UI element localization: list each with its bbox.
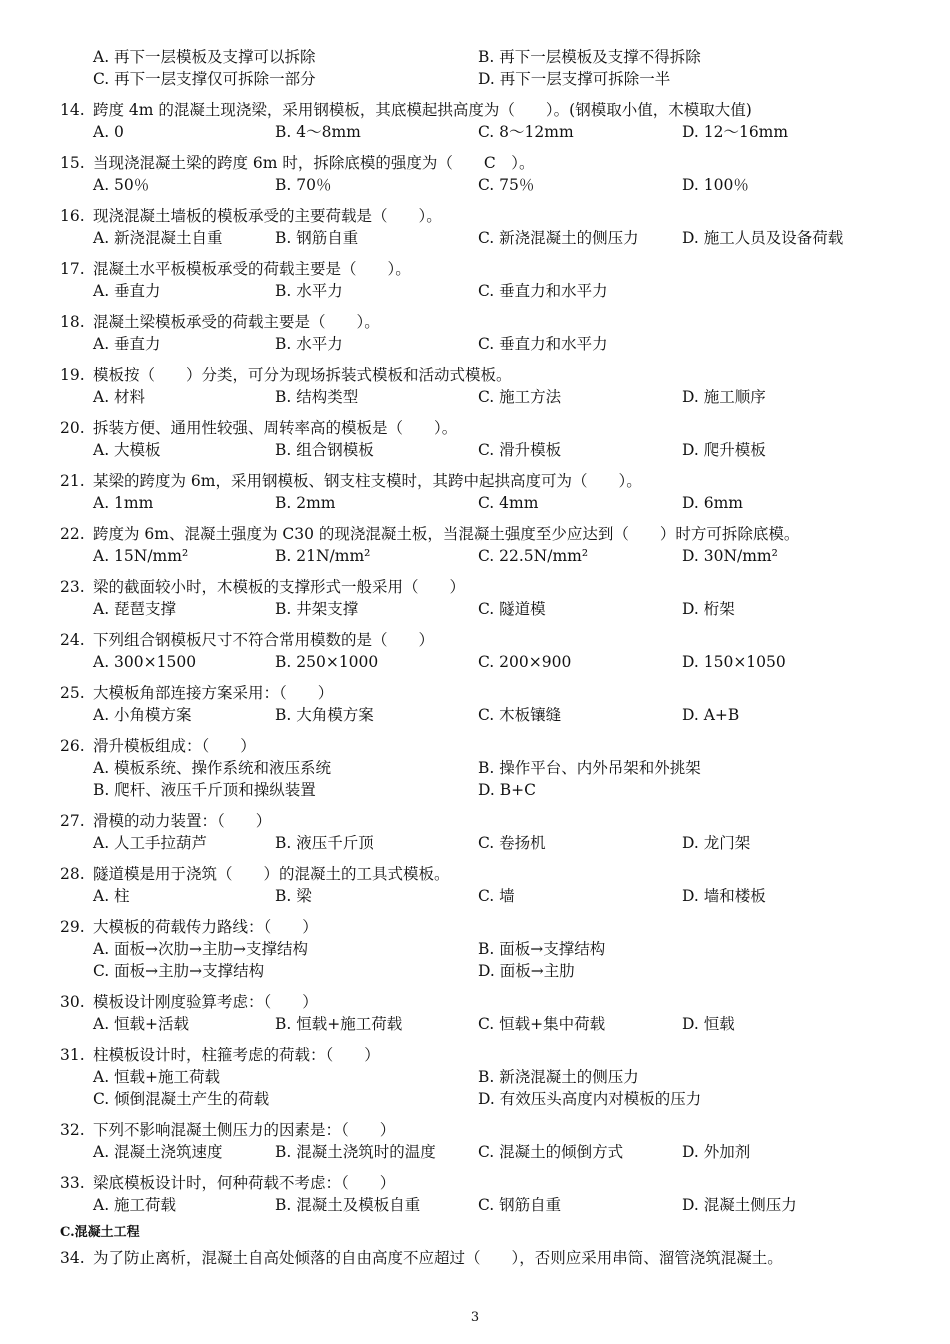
question-number: 18.: [60, 313, 85, 331]
question-number: 15.: [60, 154, 85, 172]
question-text: 为了防止离析，混凝土自高处倾落的自由高度不应超过（ ），否则应采用串筒、溜管浇筑混凝土。: [93, 1249, 783, 1267]
option-label: C. 卷扬机: [478, 834, 546, 852]
question-text: 梁底模板设计时，何种荷载不考虑：（ ）: [93, 1174, 396, 1192]
option-label: B. 液压千斤顶: [275, 834, 374, 852]
option-label: D. 爬升模板: [682, 441, 766, 459]
option-label: C. 面板→主肋→支撑结构: [93, 962, 265, 980]
option-label: B. 4～8mm: [275, 123, 361, 141]
option-label: B. 2mm: [275, 494, 336, 512]
option-label: C. 倾倒混凝土产生的荷载: [93, 1090, 270, 1108]
question-text: 跨度 4m 的混凝土现浇梁，采用钢模板，其底模起拱高度为（ ）。(钢模取小值，木模取大值): [93, 101, 752, 119]
option-label: D. B+C: [478, 781, 536, 799]
option-label: C. 75％: [478, 176, 535, 194]
option-label: A. 材料: [93, 388, 146, 406]
question-number: 30.: [60, 993, 85, 1011]
option-label: D. A+B: [682, 706, 740, 724]
option-label: D. 有效压头高度内对模板的压力: [478, 1090, 702, 1108]
option-label: B. 再下一层模板及支撑不得拆除: [478, 48, 701, 66]
option-label: B. 井架支撑: [275, 600, 359, 618]
option-label: C. 墙: [478, 887, 515, 905]
option-label: B. 水平力: [275, 335, 343, 353]
option-label: D. 30N/mm²: [682, 547, 778, 565]
option-label: C. 混凝土的倾倒方式: [478, 1143, 624, 1161]
option-label: A. 大模板: [93, 441, 161, 459]
option-label: B. 操作平台、内外吊架和外挑架: [478, 759, 701, 777]
option-label: A. 恒载+活载: [93, 1015, 190, 1033]
option-label: A. 面板→次肋→主肋→支撑结构: [93, 940, 309, 958]
question-text: 下列不影响混凝土侧压力的因素是：（ ）: [93, 1121, 396, 1139]
option-label: D. 150×1050: [682, 653, 786, 671]
option-label: A. 恒载+施工荷载: [93, 1068, 221, 1086]
option-label: B. 新浇混凝土的侧压力: [478, 1068, 639, 1086]
option-label: B. 水平力: [275, 282, 343, 300]
question-text: 滑模的动力装置：（ ）: [93, 812, 272, 830]
question-number: 28.: [60, 865, 85, 883]
question-number: 33.: [60, 1174, 85, 1192]
option-label: B. 250×1000: [275, 653, 379, 671]
option-label: C. 22.5N/mm²: [478, 547, 589, 565]
question-number: 20.: [60, 419, 85, 437]
option-label: D. 施工人员及设备荷载: [682, 229, 844, 247]
option-label: C. 滑升模板: [478, 441, 562, 459]
question-text: 下列组合钢模板尺寸不符合常用模数的是（ ）: [93, 631, 435, 649]
option-label: D. 龙门架: [682, 834, 751, 852]
option-label: A. 15N/mm²: [93, 547, 189, 565]
section-title: C.混凝土工程: [60, 1225, 140, 1240]
question-text: 混凝土梁模板承受的荷载主要是（ ）。: [93, 313, 380, 331]
question-text: 模板设计刚度验算考虑：（ ）: [93, 993, 318, 1011]
question-text: 现浇混凝土墙板的模板承受的主要荷载是（ ）。: [93, 207, 442, 225]
option-label: B. 爬杆、液压千斤顶和操纵装置: [93, 781, 316, 799]
option-label: C. 200×900: [478, 653, 572, 671]
question-number: 34.: [60, 1249, 85, 1267]
option-label: A. 新浇混凝土自重: [93, 229, 223, 247]
option-label: C. 新浇混凝土的侧压力: [478, 229, 639, 247]
option-label: D. 恒载: [682, 1015, 735, 1033]
option-label: A. 300×1500: [93, 653, 197, 671]
option-label: A. 50％: [93, 176, 150, 194]
option-label: D. 混凝土侧压力: [682, 1196, 797, 1214]
question-text: 隧道模是用于浇筑（ ）的混凝土的工具式模板。: [93, 865, 450, 883]
question-number: 27.: [60, 812, 85, 830]
question-number: 26.: [60, 737, 85, 755]
option-label: B. 混凝土浇筑时的温度: [275, 1143, 436, 1161]
question-number: 25.: [60, 684, 85, 702]
option-label: C. 隧道模: [478, 600, 546, 618]
option-label: B. 大角模方案: [275, 706, 374, 724]
question-text: 梁的截面较小时，木模板的支撑形式一般采用（ ）: [93, 578, 466, 596]
option-label: D. 施工顺序: [682, 388, 766, 406]
option-label: D. 100％: [682, 176, 749, 194]
option-label: B. 混凝土及模板自重: [275, 1196, 421, 1214]
question-number: 32.: [60, 1121, 85, 1139]
option-label: A. 柱: [93, 887, 130, 905]
option-label: B. 组合钢模板: [275, 441, 374, 459]
option-label: A. 小角模方案: [93, 706, 192, 724]
question-number: 17.: [60, 260, 85, 278]
option-label: A. 人工手拉葫芦: [93, 834, 208, 852]
option-label: A. 0: [93, 123, 124, 141]
page-number: 3: [470, 1310, 480, 1325]
question-text: 模板按（ ）分类，可分为现场拆装式模板和活动式模板。: [93, 366, 512, 384]
option-label: B. 梁: [275, 887, 312, 905]
question-text: 滑升模板组成：（ ）: [93, 737, 256, 755]
question-text: 当现浇混凝土梁的跨度 6m 时，拆除底模的强度为（ C ）。: [93, 154, 535, 172]
question-text: 混凝土水平板模板承受的荷载主要是（ ）。: [93, 260, 411, 278]
question-number: 21.: [60, 472, 85, 490]
question-text: 大模板的荷载传力路线：（ ）: [93, 918, 318, 936]
option-label: D. 12～16mm: [682, 123, 789, 141]
option-label: A. 再下一层模板及支撑可以拆除: [93, 48, 316, 66]
question-number: 14.: [60, 101, 85, 119]
option-label: C. 8～12mm: [478, 123, 574, 141]
question-number: 16.: [60, 207, 85, 225]
option-label: C. 垂直力和水平力: [478, 282, 608, 300]
option-label: D. 再下一层支撑可拆除一半: [478, 70, 671, 88]
option-label: B. 结构类型: [275, 388, 359, 406]
option-label: C. 钢筋自重: [478, 1196, 562, 1214]
option-label: A. 施工荷载: [93, 1196, 177, 1214]
option-label: C. 恒载+集中荷载: [478, 1015, 606, 1033]
option-label: A. 琵琶支撑: [93, 600, 177, 618]
question-number: 19.: [60, 366, 85, 384]
question-text: 大模板角部连接方案采用：（ ）: [93, 684, 334, 702]
option-label: D. 外加剂: [682, 1143, 751, 1161]
question-text: 某梁的跨度为 6m，采用钢模板、钢支柱支模时，其跨中起拱高度可为（ ）。: [93, 472, 642, 490]
option-label: B. 70％: [275, 176, 332, 194]
question-number: 24.: [60, 631, 85, 649]
question-number: 22.: [60, 525, 85, 543]
option-label: B. 21N/mm²: [275, 547, 371, 565]
question-number: 31.: [60, 1046, 85, 1064]
question-text: 跨度为 6m、混凝土强度为 C30 的现浇混凝土板，当混凝土强度至少应达到（ ）时方可拆除底模。: [93, 525, 800, 543]
option-label: A. 混凝土浇筑速度: [93, 1143, 223, 1161]
option-label: A. 垂直力: [93, 335, 161, 353]
option-label: D. 桁架: [682, 600, 735, 618]
question-number: 29.: [60, 918, 85, 936]
option-label: D. 6mm: [682, 494, 743, 512]
question-number: 23.: [60, 578, 85, 596]
question-text: 拆装方便、通用性较强、周转率高的模板是（ ）。: [93, 419, 458, 437]
option-label: B. 面板→支撑结构: [478, 940, 606, 958]
option-label: D. 面板→主肋: [478, 962, 575, 980]
option-label: C. 垂直力和水平力: [478, 335, 608, 353]
option-label: A. 模板系统、操作系统和液压系统: [93, 759, 332, 777]
option-label: B. 钢筋自重: [275, 229, 359, 247]
option-label: C. 木板镶缝: [478, 706, 562, 724]
option-label: A. 1mm: [93, 494, 154, 512]
question-text: 柱模板设计时，柱箍考虑的荷载：（ ）: [93, 1046, 380, 1064]
option-label: B. 恒载+施工荷载: [275, 1015, 403, 1033]
option-label: D. 墙和楼板: [682, 887, 766, 905]
option-label: C. 4mm: [478, 494, 539, 512]
option-label: C. 施工方法: [478, 388, 562, 406]
option-label: C. 再下一层支撑仅可拆除一部分: [93, 70, 316, 88]
option-label: A. 垂直力: [93, 282, 161, 300]
